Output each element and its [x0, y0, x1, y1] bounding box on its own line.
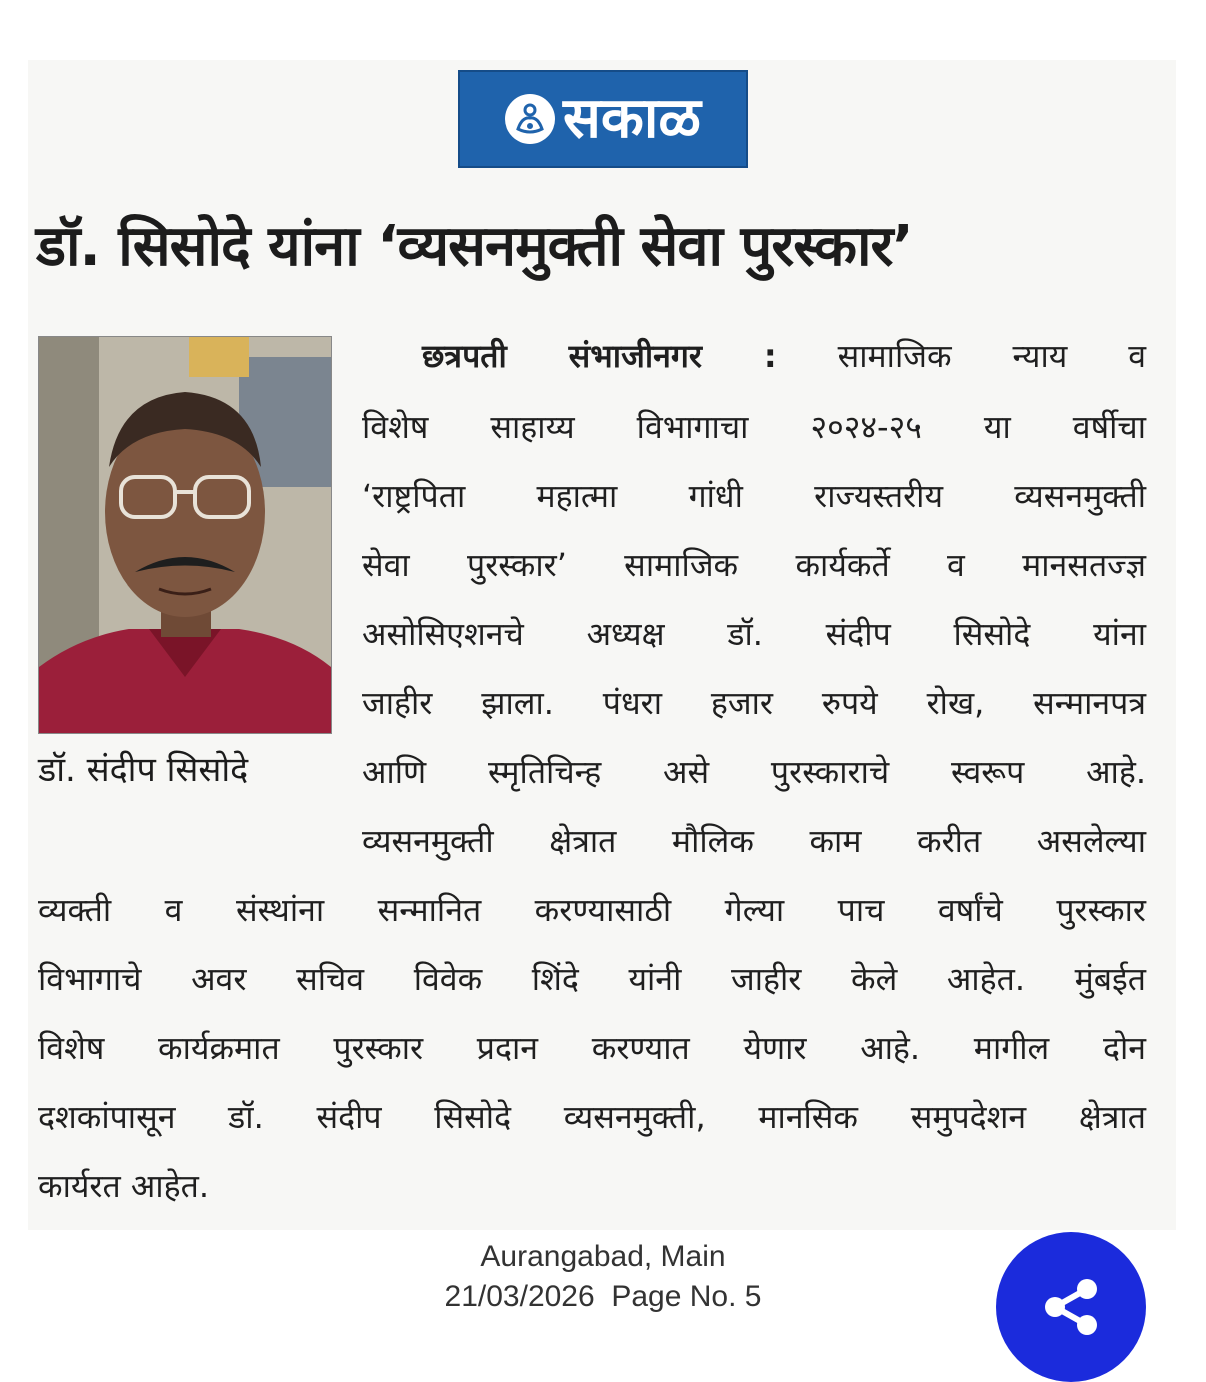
article-line: विशेष साहाय्य विभागाचा २०२४-२५ या वर्षीचा [362, 408, 1146, 446]
article-line: आणि स्मृतिचिन्ह असे पुरस्काराचे स्वरूप आहे. [362, 753, 1146, 791]
article-line: ‘राष्ट्रपिता महात्मा गांधी राज्यस्तरीय व्यसनमुक्ती [362, 477, 1146, 515]
sakal-logo [458, 70, 748, 168]
article-line: विभागाचे अवर सचिव विवेक शिंदे यांनी जाहीर केले आहेत. मुंबईत [38, 960, 1146, 998]
footer-date-page: 21/03/2026 Page No. 5 [444, 1280, 762, 1313]
sakal-logo-text: सकाळ [563, 86, 701, 151]
sakal-emblem-icon [505, 94, 555, 144]
article-line: व्यक्ती व संस्थांना सन्मानित करण्यासाठी गेल्या पाच वर्षांचे पुरस्कार [38, 891, 1146, 929]
article-line: जाहीर झाला. पंधरा हजार रुपये रोख, सन्मानपत्र [362, 684, 1146, 722]
article-line: सेवा पुरस्कार’ सामाजिक कार्यकर्ते व मानसतज्ज्ञ [362, 546, 1146, 584]
author-photo [38, 336, 332, 734]
share-button[interactable] [996, 1232, 1146, 1382]
article-line: असोसिएशनचे अध्यक्ष डॉ. संदीप सिसोदे यांना [362, 615, 1146, 653]
article-line: व्यसनमुक्ती क्षेत्रात मौलिक काम करीत असलेल्या [362, 822, 1146, 860]
article-line [362, 328, 1146, 384]
article-line: दशकांपासून डॉ. संदीप सिसोदे व्यसनमुक्ती, मानसिक समुपदेशन क्षेत्रात [38, 1098, 1146, 1136]
article-line: कार्यरत आहेत. [38, 1167, 210, 1205]
article-line: विशेष कार्यक्रमात पुरस्कार प्रदान करण्यात येणार आहे. मागील दोन [38, 1029, 1146, 1067]
share-icon [1035, 1271, 1107, 1343]
article-line-text: सामाजिक न्याय व [837, 337, 1147, 375]
footer-edition: Aurangabad, Main [480, 1240, 726, 1273]
article-dateline: छत्रपती संभाजीनगर : [422, 337, 777, 375]
article-headline: डॉ. सिसोदे यांना ‘व्यसनमुक्ती सेवा पुरस्कार’ [36, 214, 913, 279]
photo-caption: डॉ. संदीप सिसोदे [38, 750, 249, 790]
